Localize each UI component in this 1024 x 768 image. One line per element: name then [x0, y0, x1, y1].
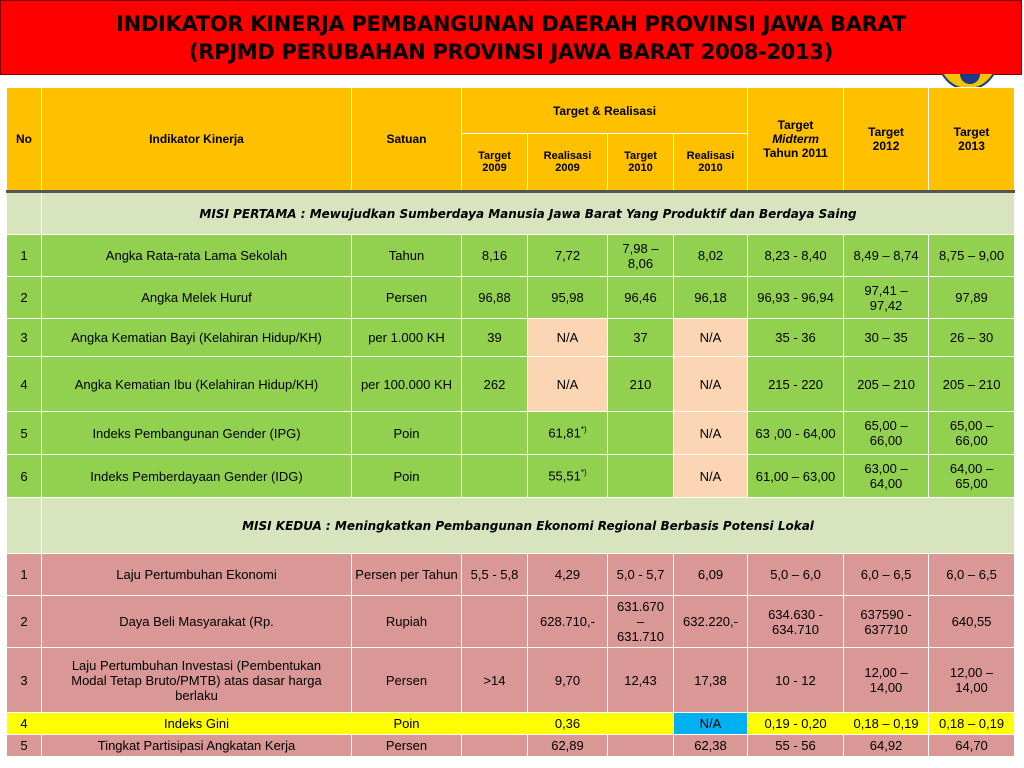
table-cell: 640,55 [929, 596, 1015, 648]
table-cell [844, 277, 929, 319]
cell-text: Target [624, 150, 657, 162]
table-cell: 5,0 - 5,7 [608, 554, 674, 596]
table-cell: 6,0 – 6,5 [844, 554, 929, 596]
table-cell: Tingkat Partisipasi Angkatan Kerja [42, 735, 352, 757]
cell-text: Modal Tetap Bruto/PMTB) atas dasar harga [71, 672, 322, 688]
cell-text: 64,00 – [949, 461, 994, 476]
table-cell: Indeks Pemberdayaan Gender (IDG) [42, 455, 352, 498]
misi-pertama-row [7, 192, 1015, 235]
misi-kedua-label: MISI KEDUA : Meningkatkan Pembangunan Ekonomi Regional Berbasis Potensi Lokal [42, 498, 1015, 554]
table-row [7, 596, 1015, 648]
table-cell: 205 – 210 [929, 357, 1015, 412]
table-cell [929, 648, 1015, 713]
table-cell: Indeks Gini [42, 713, 352, 735]
table-cell: 96,46 [608, 277, 674, 319]
cell-text: – [636, 614, 645, 629]
table-cell: N/A [674, 412, 748, 455]
cell-text: 637710 [864, 621, 908, 637]
table-cell: 96,93 - 96,94 [748, 277, 844, 319]
cell-text: 14,00 [869, 680, 903, 695]
table-cell: 97,89 [929, 277, 1015, 319]
table-cell: 2 [7, 277, 42, 319]
table-cell: 61,00 – 63,00 [748, 455, 844, 498]
cell-text: Target [777, 118, 814, 132]
table-cell: Persen [352, 277, 462, 319]
header-row-1 [7, 88, 1015, 134]
table-cell: 2 [7, 596, 42, 648]
table-cell: 8,02 [674, 235, 748, 277]
table-cell: 4,29 [528, 554, 608, 596]
table-cell: Angka Kematian Bayi (Kelahiran Hidup/KH) [42, 319, 352, 357]
table-cell: N/A [674, 455, 748, 498]
table-cell: 205 – 210 [844, 357, 929, 412]
table-cell [462, 412, 528, 455]
cell-text: Realisasi [686, 150, 735, 162]
table-cell: per 1.000 KH [352, 319, 462, 357]
table-row [7, 357, 1015, 412]
table-cell: 96,18 [674, 277, 748, 319]
col-target-2013 [929, 88, 1015, 192]
table-cell [462, 455, 528, 498]
cell-text: 63,00 – [864, 461, 908, 476]
cell-text: 2009 [482, 162, 507, 174]
table-cell: 5 [7, 735, 42, 757]
table-cell: N/A [528, 319, 608, 357]
table-cell: 632.220,- [674, 596, 748, 648]
table-cell: N/A [674, 319, 748, 357]
table-cell [608, 596, 674, 648]
table-cell: 215 - 220 [748, 357, 844, 412]
table-cell: 95,98 [528, 277, 608, 319]
table-cell: 4 [7, 357, 42, 412]
cell-text: 66,00 [955, 433, 988, 448]
table-cell [844, 648, 929, 713]
cell-text: *) [580, 468, 587, 478]
table-cell: 7,72 [528, 235, 608, 277]
table-cell: 0,19 - 0,20 [748, 713, 844, 735]
table-cell: 4 [7, 713, 42, 735]
cell-text: 14,00 [955, 680, 988, 695]
table-cell: 8,23 - 8,40 [748, 235, 844, 277]
table-cell: 37 [608, 319, 674, 357]
table-cell: 3 [7, 319, 42, 357]
table-cell: N/A [674, 357, 748, 412]
cell-text: Midterm [772, 132, 819, 146]
cell-text: 55,51 [548, 468, 581, 484]
cell-text: 2012 [872, 139, 900, 153]
table-row [7, 648, 1015, 713]
table-cell [929, 412, 1015, 455]
table-row [7, 455, 1015, 498]
table-cell: 5,5 - 5,8 [462, 554, 528, 596]
table-cell: 63 ,00 - 64,00 [748, 412, 844, 455]
table-cell: 62,38 [674, 735, 748, 757]
table-cell [462, 735, 528, 757]
cell-text: 634.710 [772, 621, 820, 637]
col-target-realisasi: Target & Realisasi [462, 88, 748, 134]
table-cell: 62,89 [528, 735, 608, 757]
table-cell: 64,70 [929, 735, 1015, 757]
table-cell: Poin [352, 412, 462, 455]
table-cell [528, 455, 608, 498]
table-cell [844, 455, 929, 498]
table-cell: Angka Kematian Ibu (Kelahiran Hidup/KH) [42, 357, 352, 412]
table-cell: Angka Rata-rata Lama Sekolah [42, 235, 352, 277]
table-cell: 96,88 [462, 277, 528, 319]
table-cell [608, 735, 674, 757]
table-cell [929, 455, 1015, 498]
cell-text: 66,00 [869, 433, 903, 448]
table-cell: 1 [7, 235, 42, 277]
table-row [7, 319, 1015, 357]
table-cell: 1 [7, 554, 42, 596]
table-cell: 8,75 – 9,00 [929, 235, 1015, 277]
table-cell: Angka Melek Huruf [42, 277, 352, 319]
table-cell: 8,49 – 8,74 [844, 235, 929, 277]
cell-text: 12,00 – [864, 665, 908, 680]
table-cell: Tahun [352, 235, 462, 277]
table-cell: 9,70 [528, 648, 608, 713]
cell-text: 634.630 - [768, 606, 823, 622]
table-cell [7, 192, 42, 235]
cell-text: *) [580, 425, 587, 435]
table-cell: 6,0 – 6,5 [929, 554, 1015, 596]
cell-text: 8,06 [627, 255, 654, 271]
cell-text: 65,00 – [864, 418, 908, 433]
table-cell: >14 [462, 648, 528, 713]
table-cell [608, 455, 674, 498]
page-title-line1: INDIKATOR KINERJA PEMBANGUNAN DAERAH PROVINSI JAWA BARAT [116, 12, 906, 36]
table-cell: 30 – 35 [844, 319, 929, 357]
table-cell: 5,0 – 6,0 [748, 554, 844, 596]
cell-text: 2010 [628, 162, 653, 174]
cell-text: 97,42 [869, 297, 903, 313]
table-cell: 8,16 [462, 235, 528, 277]
table-cell: Persen per Tahun [352, 554, 462, 596]
misi-pertama-label: MISI PERTAMA : Mewujudkan Sumberdaya Manusia Jawa Barat Yang Produktif dan Berdaya Saing [42, 192, 1015, 235]
indikator-table [6, 87, 1015, 757]
col-target-2010 [608, 134, 674, 192]
table-cell [608, 235, 674, 277]
cell-text: Target [868, 125, 904, 139]
cell-text: Realisasi [543, 150, 592, 162]
table-cell: 5 [7, 412, 42, 455]
cell-text: 2013 [958, 139, 985, 153]
cell-text: 7,98 – [622, 240, 659, 256]
cell-text: Target [953, 125, 990, 139]
table-row [7, 554, 1015, 596]
cell-text: Tahun 2011 [763, 146, 828, 160]
table-cell: 0,36 [528, 713, 608, 735]
cell-text: Target [478, 150, 511, 162]
table-cell: 6 [7, 455, 42, 498]
table-cell: 0,18 – 0,19 [844, 713, 929, 735]
table-cell [7, 498, 42, 554]
cell-text: Laju Pertumbuhan Investasi (Pembentukan [71, 657, 322, 673]
table-cell [42, 648, 352, 713]
table-cell: Poin [352, 455, 462, 498]
table-cell: 26 – 30 [929, 319, 1015, 357]
table-cell [608, 412, 674, 455]
table-cell [528, 412, 608, 455]
cell-text: 64,00 [869, 476, 903, 491]
table-cell: Persen [352, 648, 462, 713]
table-cell [462, 713, 528, 735]
cell-text: 12,00 – [949, 665, 994, 680]
cell-text: 65,00 – [949, 418, 994, 433]
table-cell: 0,18 – 0,19 [929, 713, 1015, 735]
page-title-line2: (RPJMD PERUBAHAN PROVINSI JAWA BARAT 2008-2013) [189, 40, 833, 64]
table-row [7, 735, 1015, 757]
table-cell [844, 596, 929, 648]
col-indikator: Indikator Kinerja [42, 88, 352, 192]
misi-kedua-row [7, 498, 1015, 554]
col-midterm [748, 88, 844, 192]
col-target-2009 [462, 134, 528, 192]
table-cell: 35 - 36 [748, 319, 844, 357]
table-cell: 262 [462, 357, 528, 412]
col-satuan: Satuan [352, 88, 462, 192]
table-cell: Laju Pertumbuhan Ekonomi [42, 554, 352, 596]
table-cell: 55 - 56 [748, 735, 844, 757]
table-cell: Persen [352, 735, 462, 757]
cell-text: 65,00 [955, 476, 988, 491]
cell-text: 2009 [555, 162, 580, 174]
cell-text: 637590 - [860, 606, 912, 622]
cell-text: 61,81 [548, 425, 581, 441]
table-cell: Poin [352, 713, 462, 735]
col-realisasi-2009 [528, 134, 608, 192]
table-cell: 628.710,- [528, 596, 608, 648]
table-cell: 39 [462, 319, 528, 357]
table-cell [608, 713, 674, 735]
col-realisasi-2010 [674, 134, 748, 192]
table-cell [844, 412, 929, 455]
table-cell: Rupiah [352, 596, 462, 648]
table-row [7, 277, 1015, 319]
table-row [7, 713, 1015, 735]
cell-text: 97,41 – [864, 282, 908, 298]
table-cell: Indeks Pembangunan Gender (IPG) [42, 412, 352, 455]
table-cell: 64,92 [844, 735, 929, 757]
title-banner [0, 0, 1022, 75]
col-no: No [7, 88, 42, 192]
table-cell: 210 [608, 357, 674, 412]
table-row [7, 412, 1015, 455]
table-cell: 12,43 [608, 648, 674, 713]
table-cell: N/A [674, 713, 748, 735]
table-cell: 10 - 12 [748, 648, 844, 713]
cell-text: 631.670 [617, 599, 664, 614]
table-cell: 3 [7, 648, 42, 713]
table-cell: 6,09 [674, 554, 748, 596]
table-cell: per 100.000 KH [352, 357, 462, 412]
col-target-2012 [844, 88, 929, 192]
table-row [7, 235, 1015, 277]
table-cell [748, 596, 844, 648]
table-cell: N/A [528, 357, 608, 412]
cell-text: berlaku [175, 687, 218, 703]
table-cell [462, 596, 528, 648]
table-cell: Daya Beli Masyarakat (Rp. [42, 596, 352, 648]
table-cell: 17,38 [674, 648, 748, 713]
cell-text: 2010 [698, 162, 723, 174]
cell-text: 631.710 [617, 629, 664, 644]
